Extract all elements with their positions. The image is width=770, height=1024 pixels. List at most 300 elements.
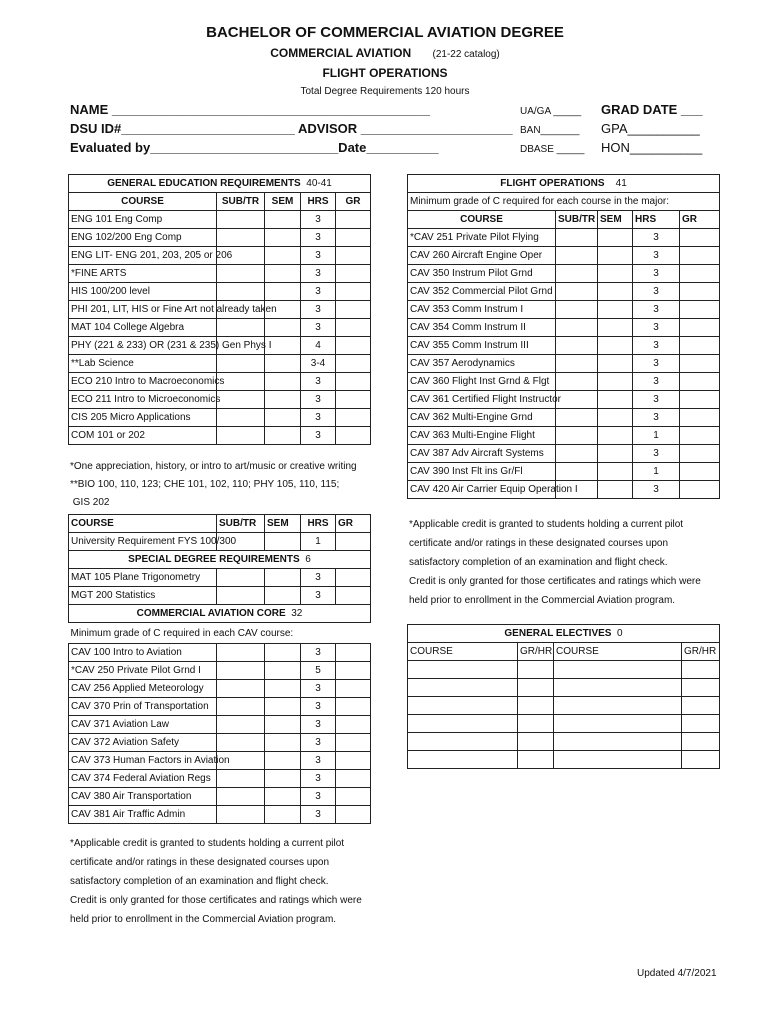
uaga-field[interactable]: UA/GA _____ bbox=[520, 106, 582, 117]
table-row bbox=[69, 698, 371, 716]
hrs-cell: 3 bbox=[633, 355, 680, 373]
sem-cell[interactable] bbox=[598, 301, 633, 319]
sem-cell[interactable] bbox=[598, 247, 633, 265]
hrs-cell: 3 bbox=[633, 409, 680, 427]
table-row bbox=[69, 409, 371, 427]
sem-cell[interactable] bbox=[598, 445, 633, 463]
subtr-cell[interactable] bbox=[556, 409, 598, 427]
course-name: *CAV 251 Private Pilot Flying bbox=[408, 229, 556, 247]
subtr-cell[interactable] bbox=[217, 355, 265, 373]
elective-grhr-cell[interactable] bbox=[682, 751, 720, 769]
subtr-cell[interactable] bbox=[556, 463, 598, 481]
elective-course-cell[interactable] bbox=[408, 661, 518, 679]
course-name: CAV 360 Flight Inst Grnd & Flgt bbox=[408, 373, 556, 391]
sem-cell[interactable] bbox=[598, 319, 633, 337]
table-row bbox=[408, 247, 720, 265]
subtr-cell[interactable] bbox=[217, 770, 265, 788]
course-name: **Lab Science bbox=[69, 355, 217, 373]
elective-grhr-cell[interactable] bbox=[682, 661, 720, 679]
table-row bbox=[69, 391, 371, 409]
sem-cell[interactable] bbox=[265, 391, 301, 409]
course-name: CAV 380 Air Transportation bbox=[69, 788, 217, 806]
hrs-cell: 5 bbox=[301, 662, 336, 680]
elective-grhr-cell[interactable] bbox=[682, 679, 720, 697]
gr-cell[interactable] bbox=[336, 301, 371, 319]
gr-cell[interactable] bbox=[336, 752, 371, 770]
gr-cell[interactable] bbox=[336, 788, 371, 806]
flight-note-line: Credit is only granted for those certificates and ratings which were bbox=[409, 576, 701, 587]
sem-cell[interactable] bbox=[598, 427, 633, 445]
table-row bbox=[69, 587, 371, 605]
col-course: COURSE bbox=[69, 515, 217, 533]
hrs-cell: 3 bbox=[301, 265, 336, 283]
col-sem: SEM bbox=[265, 193, 301, 211]
course-name: CIS 205 Micro Applications bbox=[69, 409, 217, 427]
gr-cell[interactable] bbox=[680, 409, 720, 427]
gr-cell[interactable] bbox=[680, 265, 720, 283]
gr-cell[interactable] bbox=[680, 427, 720, 445]
hrs-cell: 3 bbox=[633, 301, 680, 319]
core-note-line: Credit is only granted for those certificates and ratings which were bbox=[70, 895, 362, 906]
table-row bbox=[408, 355, 720, 373]
subtr-cell[interactable] bbox=[217, 716, 265, 734]
course-name: ENG LIT- ENG 201, 203, 205 or 206 bbox=[69, 247, 217, 265]
subtr-cell[interactable] bbox=[217, 680, 265, 698]
gr-cell[interactable] bbox=[680, 355, 720, 373]
col-course: COURSE bbox=[408, 643, 518, 661]
gr-cell[interactable] bbox=[336, 734, 371, 752]
elective-course-cell[interactable] bbox=[554, 751, 682, 769]
catalog-year: (21-22 catalog) bbox=[432, 49, 500, 60]
col-grhr: GR/HR bbox=[518, 643, 554, 661]
table-row bbox=[69, 680, 371, 698]
sem-cell[interactable] bbox=[265, 229, 301, 247]
electives-table bbox=[407, 624, 720, 769]
sem-cell[interactable] bbox=[265, 427, 301, 445]
total-hours: Total Degree Requirements 120 hours bbox=[300, 86, 470, 97]
gr-cell[interactable] bbox=[680, 373, 720, 391]
subtr-cell[interactable] bbox=[217, 409, 265, 427]
sem-cell[interactable] bbox=[265, 265, 301, 283]
col-hrs: HRS bbox=[633, 211, 680, 229]
elective-grhr-cell[interactable] bbox=[518, 715, 554, 733]
hrs-cell: 3 bbox=[301, 698, 336, 716]
subtr-cell[interactable] bbox=[217, 427, 265, 445]
col-course: COURSE bbox=[408, 211, 556, 229]
subtr-cell[interactable] bbox=[217, 391, 265, 409]
updated-date: Updated 4/7/2021 bbox=[637, 968, 717, 979]
hrs-cell: 3 bbox=[301, 770, 336, 788]
sem-cell[interactable] bbox=[598, 337, 633, 355]
gr-cell[interactable] bbox=[336, 644, 371, 662]
gr-cell[interactable] bbox=[680, 301, 720, 319]
elective-course-cell[interactable] bbox=[408, 751, 518, 769]
hrs-cell: 3 bbox=[301, 427, 336, 445]
flight-hours: 41 bbox=[615, 178, 627, 189]
col-gr: GR bbox=[680, 211, 720, 229]
core-note-line: held prior to enrollment in the Commercial Aviation program. bbox=[70, 914, 337, 925]
hrs-cell: 4 bbox=[301, 337, 336, 355]
gr-cell[interactable] bbox=[680, 463, 720, 481]
sem-cell[interactable] bbox=[265, 409, 301, 427]
gr-cell[interactable] bbox=[336, 337, 371, 355]
hrs-cell: 3 bbox=[633, 373, 680, 391]
col-gr: GR bbox=[336, 193, 371, 211]
course-name: PHY (221 & 233) OR (231 & 235) Gen Phys I bbox=[69, 337, 217, 355]
gr-cell[interactable] bbox=[336, 698, 371, 716]
hrs-cell: 3 bbox=[301, 373, 336, 391]
subtr-cell[interactable] bbox=[556, 247, 598, 265]
subtr-cell[interactable] bbox=[217, 569, 265, 587]
table-row bbox=[408, 409, 720, 427]
subtr-cell[interactable] bbox=[217, 211, 265, 229]
elective-row bbox=[408, 679, 720, 697]
sem-cell[interactable] bbox=[265, 734, 301, 752]
table-row bbox=[69, 788, 371, 806]
electives-title bbox=[408, 625, 720, 643]
course-name: CAV 354 Comm Instrum II bbox=[408, 319, 556, 337]
subtr-cell[interactable] bbox=[556, 391, 598, 409]
gr-cell[interactable] bbox=[336, 265, 371, 283]
core-hours: 32 bbox=[291, 608, 303, 619]
elective-row bbox=[408, 733, 720, 751]
col-sem: SEM bbox=[598, 211, 633, 229]
elective-row bbox=[408, 715, 720, 733]
gen-ed-hours: 40-41 bbox=[306, 178, 332, 189]
course-name: CAV 387 Adv Aircraft Systems bbox=[408, 445, 556, 463]
table-row bbox=[69, 569, 371, 587]
course-name: *FINE ARTS bbox=[69, 265, 217, 283]
gr-cell[interactable] bbox=[680, 247, 720, 265]
core-title-text: COMMERCIAL AVIATION CORE bbox=[136, 608, 286, 619]
subtr-cell[interactable] bbox=[556, 373, 598, 391]
table-row bbox=[69, 337, 371, 355]
gr-cell[interactable] bbox=[336, 716, 371, 734]
course-name: CAV 100 Intro to Aviation bbox=[69, 644, 217, 662]
col-course-2: COURSE bbox=[554, 643, 682, 661]
table-row bbox=[69, 533, 371, 551]
gr-cell[interactable] bbox=[336, 355, 371, 373]
hrs-cell: 3 bbox=[301, 283, 336, 301]
table-row bbox=[69, 229, 371, 247]
sem-cell[interactable] bbox=[265, 373, 301, 391]
sem-cell[interactable] bbox=[265, 644, 301, 662]
flight-title-text: FLIGHT OPERATIONS bbox=[500, 178, 605, 189]
col-gr: GR bbox=[336, 515, 371, 533]
track-name: FLIGHT OPERATIONS bbox=[322, 66, 448, 80]
gr-cell[interactable] bbox=[336, 569, 371, 587]
table-row bbox=[408, 229, 720, 247]
hrs-cell: 3 bbox=[301, 569, 336, 587]
hrs-cell: 3 bbox=[301, 716, 336, 734]
table-row bbox=[408, 337, 720, 355]
course-name: MAT 105 Plane Trigonometry bbox=[69, 569, 217, 587]
elective-grhr-cell[interactable] bbox=[518, 751, 554, 769]
hrs-cell: 3-4 bbox=[301, 355, 336, 373]
flight-note-line: certificate and/or ratings in these designated courses upon bbox=[409, 538, 669, 549]
gr-cell[interactable] bbox=[336, 427, 371, 445]
gpa-field[interactable]: GPA__________ bbox=[601, 121, 700, 136]
elective-row bbox=[408, 661, 720, 679]
course-name: CAV 373 Human Factors in Aviation bbox=[69, 752, 217, 770]
flight-min-note: Minimum grade of C required for each course in the major: bbox=[408, 193, 720, 211]
hrs-cell: 3 bbox=[633, 337, 680, 355]
hrs-cell: 3 bbox=[301, 301, 336, 319]
course-name: CAV 353 Comm Instrum I bbox=[408, 301, 556, 319]
gr-cell[interactable] bbox=[336, 211, 371, 229]
ban-field[interactable]: BAN_______ bbox=[520, 125, 580, 136]
sem-cell[interactable] bbox=[598, 283, 633, 301]
gr-cell[interactable] bbox=[336, 662, 371, 680]
hrs-cell: 3 bbox=[301, 247, 336, 265]
subtr-cell[interactable] bbox=[217, 788, 265, 806]
sem-cell[interactable] bbox=[265, 587, 301, 605]
col-course: COURSE bbox=[69, 193, 217, 211]
elective-course-cell[interactable] bbox=[554, 715, 682, 733]
elective-course-cell[interactable] bbox=[408, 715, 518, 733]
hrs-cell: 3 bbox=[301, 319, 336, 337]
hrs-cell: 3 bbox=[633, 283, 680, 301]
course-name: CAV 370 Prin of Transportation bbox=[69, 698, 217, 716]
subtr-cell[interactable] bbox=[556, 301, 598, 319]
subtr-cell[interactable] bbox=[217, 319, 265, 337]
elective-row bbox=[408, 751, 720, 769]
hrs-cell: 3 bbox=[633, 229, 680, 247]
table-row bbox=[69, 427, 371, 445]
sem-cell[interactable] bbox=[265, 716, 301, 734]
elective-course-cell[interactable] bbox=[408, 733, 518, 751]
dsu-advisor-field[interactable]: DSU ID#________________________ ADVISOR _____________________ bbox=[70, 121, 513, 136]
subtr-cell[interactable] bbox=[217, 698, 265, 716]
table-row bbox=[69, 644, 371, 662]
gen-ed-title bbox=[69, 175, 371, 193]
table-row bbox=[408, 283, 720, 301]
special-title bbox=[69, 551, 371, 569]
sem-cell[interactable] bbox=[265, 533, 301, 551]
program-name: COMMERCIAL AVIATION bbox=[270, 46, 412, 60]
table-row bbox=[408, 319, 720, 337]
hrs-cell: 1 bbox=[633, 427, 680, 445]
special-title-text: SPECIAL DEGREE REQUIREMENTS bbox=[128, 554, 300, 565]
course-name: CAV 363 Multi-Engine Flight bbox=[408, 427, 556, 445]
special-hours: 6 bbox=[305, 554, 311, 565]
evaluated-field[interactable]: Evaluated by__________________________Date__________ bbox=[70, 140, 439, 155]
subtr-cell[interactable] bbox=[217, 806, 265, 824]
sem-cell[interactable] bbox=[598, 373, 633, 391]
sem-cell[interactable] bbox=[265, 662, 301, 680]
course-name: *CAV 250 Private Pilot Grnd I bbox=[69, 662, 217, 680]
hrs-cell: 3 bbox=[301, 806, 336, 824]
gr-cell[interactable] bbox=[680, 445, 720, 463]
sem-cell[interactable] bbox=[598, 229, 633, 247]
hrs-cell: 3 bbox=[633, 445, 680, 463]
hrs-cell: 3 bbox=[301, 587, 336, 605]
hrs-cell: 3 bbox=[633, 391, 680, 409]
gr-cell[interactable] bbox=[680, 337, 720, 355]
gen-ed-note-1: *One appreciation, history, or intro to art/music or creative writing bbox=[70, 461, 357, 472]
col-subtr: SUB/TR bbox=[217, 515, 265, 533]
table-row bbox=[408, 373, 720, 391]
table-row bbox=[408, 265, 720, 283]
grad-date-field[interactable]: GRAD DATE ___ bbox=[601, 102, 703, 117]
hrs-cell: 3 bbox=[301, 680, 336, 698]
subtr-cell[interactable] bbox=[556, 355, 598, 373]
course-name: ECO 211 Intro to Microeconomics bbox=[69, 391, 217, 409]
table-row bbox=[69, 283, 371, 301]
sem-cell[interactable] bbox=[598, 391, 633, 409]
sem-cell[interactable] bbox=[598, 409, 633, 427]
elective-grhr-cell[interactable] bbox=[682, 715, 720, 733]
hrs-cell: 3 bbox=[633, 247, 680, 265]
gr-cell[interactable] bbox=[336, 373, 371, 391]
gr-cell[interactable] bbox=[680, 283, 720, 301]
course-name: CAV 362 Multi-Engine Grnd bbox=[408, 409, 556, 427]
col-subtr: SUB/TR bbox=[556, 211, 598, 229]
gr-cell[interactable] bbox=[336, 229, 371, 247]
core-note-line: *Applicable credit is granted to students holding a current pilot bbox=[70, 838, 345, 849]
subtr-cell[interactable] bbox=[217, 734, 265, 752]
subtr-cell[interactable] bbox=[556, 427, 598, 445]
hrs-cell: 3 bbox=[301, 211, 336, 229]
table-row bbox=[408, 391, 720, 409]
table-row bbox=[69, 734, 371, 752]
hrs-cell: 3 bbox=[301, 752, 336, 770]
elective-course-cell[interactable] bbox=[408, 697, 518, 715]
gr-cell[interactable] bbox=[336, 587, 371, 605]
course-name: ECO 210 Intro to Macroeconomics bbox=[69, 373, 217, 391]
sem-cell[interactable] bbox=[265, 211, 301, 229]
sem-cell[interactable] bbox=[598, 355, 633, 373]
subtr-cell[interactable] bbox=[217, 229, 265, 247]
table-row bbox=[408, 301, 720, 319]
subtr-cell[interactable] bbox=[217, 587, 265, 605]
subtr-cell[interactable] bbox=[217, 283, 265, 301]
gen-ed-table bbox=[68, 174, 371, 445]
table-row bbox=[69, 716, 371, 734]
course-name: ENG 101 Eng Comp bbox=[69, 211, 217, 229]
elective-course-cell[interactable] bbox=[554, 697, 682, 715]
flight-ops-table bbox=[407, 174, 720, 499]
gr-cell[interactable] bbox=[680, 481, 720, 499]
electives-title-text: GENERAL ELECTIVES bbox=[504, 628, 612, 639]
sem-cell[interactable] bbox=[265, 752, 301, 770]
subtr-cell[interactable] bbox=[217, 662, 265, 680]
col-hrs: HRS bbox=[301, 193, 336, 211]
elective-grhr-cell[interactable] bbox=[518, 733, 554, 751]
gr-cell[interactable] bbox=[336, 409, 371, 427]
gr-cell[interactable] bbox=[680, 319, 720, 337]
sem-cell[interactable] bbox=[598, 265, 633, 283]
table-row bbox=[69, 319, 371, 337]
course-name: CAV 420 Air Carrier Equip Operation I bbox=[408, 481, 556, 499]
sem-cell[interactable] bbox=[598, 481, 633, 499]
sem-cell[interactable] bbox=[265, 569, 301, 587]
table-row bbox=[408, 427, 720, 445]
course-name: CAV 390 Inst Flt ins Gr/Fl bbox=[408, 463, 556, 481]
col-sem: SEM bbox=[265, 515, 301, 533]
subtr-cell[interactable] bbox=[556, 265, 598, 283]
elective-course-cell[interactable] bbox=[554, 679, 682, 697]
sem-cell[interactable] bbox=[265, 355, 301, 373]
elective-course-cell[interactable] bbox=[408, 679, 518, 697]
gen-ed-note-2: **BIO 100, 110, 123; CHE 101, 102, 110; PHY 105, 110, 115; bbox=[70, 479, 340, 490]
course-name: CAV 371 Aviation Law bbox=[69, 716, 217, 734]
elective-grhr-cell[interactable] bbox=[518, 697, 554, 715]
sem-cell[interactable] bbox=[598, 463, 633, 481]
hrs-cell: 1 bbox=[301, 533, 336, 551]
table-row bbox=[408, 481, 720, 499]
flight-note-line: held prior to enrollment in the Commercial Aviation program. bbox=[409, 595, 676, 606]
subtr-cell[interactable] bbox=[556, 283, 598, 301]
gr-cell[interactable] bbox=[336, 680, 371, 698]
sem-cell[interactable] bbox=[265, 247, 301, 265]
subtr-cell[interactable] bbox=[556, 445, 598, 463]
subtr-cell[interactable] bbox=[556, 337, 598, 355]
sem-cell[interactable] bbox=[265, 770, 301, 788]
course-name: CAV 355 Comm Instrum III bbox=[408, 337, 556, 355]
gr-cell[interactable] bbox=[336, 533, 371, 551]
hrs-cell: 3 bbox=[633, 265, 680, 283]
hrs-cell: 1 bbox=[633, 463, 680, 481]
gr-cell[interactable] bbox=[336, 283, 371, 301]
course-name: CAV 361 Certified Flight Instructor bbox=[408, 391, 556, 409]
gr-cell[interactable] bbox=[336, 319, 371, 337]
table-row bbox=[69, 806, 371, 824]
elective-grhr-cell[interactable] bbox=[682, 697, 720, 715]
col-subtr: SUB/TR bbox=[217, 193, 265, 211]
hrs-cell: 3 bbox=[301, 409, 336, 427]
table-row bbox=[69, 373, 371, 391]
gr-cell[interactable] bbox=[336, 391, 371, 409]
hrs-cell: 3 bbox=[301, 391, 336, 409]
core-min-note: Minimum grade of C required in each CAV course: bbox=[69, 623, 371, 644]
elective-grhr-cell[interactable] bbox=[682, 733, 720, 751]
subtr-cell[interactable] bbox=[556, 229, 598, 247]
course-name: CAV 256 Applied Meteorology bbox=[69, 680, 217, 698]
sem-cell[interactable] bbox=[265, 788, 301, 806]
elective-course-cell[interactable] bbox=[554, 661, 682, 679]
gr-cell[interactable] bbox=[680, 229, 720, 247]
elective-course-cell[interactable] bbox=[554, 733, 682, 751]
core-title bbox=[69, 605, 371, 623]
hrs-cell: 3 bbox=[301, 734, 336, 752]
hon-field[interactable]: HON__________ bbox=[601, 140, 703, 155]
table-row bbox=[69, 211, 371, 229]
sem-cell[interactable] bbox=[265, 698, 301, 716]
dbase-field[interactable]: DBASE _____ bbox=[520, 144, 585, 155]
elective-grhr-cell[interactable] bbox=[518, 679, 554, 697]
course-name: CAV 350 Instrum Pilot Grnd bbox=[408, 265, 556, 283]
gr-cell[interactable] bbox=[336, 806, 371, 824]
flight-title bbox=[408, 175, 720, 193]
subtr-cell[interactable] bbox=[556, 319, 598, 337]
elective-grhr-cell[interactable] bbox=[518, 661, 554, 679]
subtr-cell[interactable] bbox=[217, 265, 265, 283]
sem-cell[interactable] bbox=[265, 283, 301, 301]
flight-note-line: satisfactory completion of an examination and flight check. bbox=[409, 557, 668, 568]
gr-cell[interactable] bbox=[680, 391, 720, 409]
gen-ed-title-text: GENERAL EDUCATION REQUIREMENTS bbox=[107, 178, 301, 189]
sem-cell[interactable] bbox=[265, 680, 301, 698]
sem-cell[interactable] bbox=[265, 806, 301, 824]
name-field[interactable]: NAME ____________________________________________ bbox=[70, 102, 431, 117]
gr-cell[interactable] bbox=[336, 247, 371, 265]
subtr-cell[interactable] bbox=[217, 644, 265, 662]
sem-cell[interactable] bbox=[265, 319, 301, 337]
course-name: MAT 104 College Algebra bbox=[69, 319, 217, 337]
gr-cell[interactable] bbox=[336, 770, 371, 788]
col-grhr-2: GR/HR bbox=[682, 643, 720, 661]
